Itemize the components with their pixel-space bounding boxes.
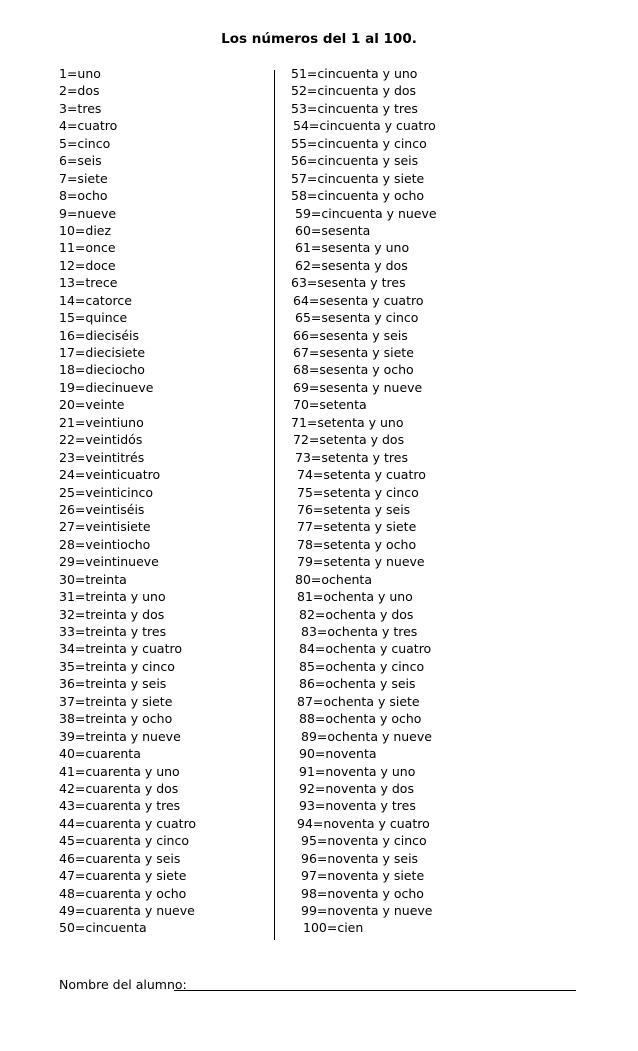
number-entry: 90=noventa — [299, 746, 377, 762]
number-entry: 94=noventa y cuatro — [297, 815, 430, 831]
number-entry: 89=ochenta y nueve — [301, 728, 432, 744]
number-entry: 96=noventa y seis — [301, 850, 419, 866]
number-entry: 85=ochenta y cinco — [299, 658, 425, 674]
number-entry: 78=setenta y ocho — [297, 536, 417, 552]
number-entry: 77=setenta y siete — [297, 519, 417, 535]
number-entry: 62=sesenta y dos — [295, 257, 408, 273]
number-entry: 40=cuarenta — [59, 746, 141, 762]
number-entry: 6=seis — [59, 153, 102, 169]
number-entry: 68=sesenta y ocho — [293, 362, 414, 378]
column-divider — [274, 70, 275, 940]
number-entry: 45=cuarenta y cinco — [59, 833, 190, 849]
number-entry: 59=cincuenta y nueve — [295, 205, 437, 221]
student-name-blank[interactable] — [174, 990, 576, 991]
number-entry: 49=cuarenta y nueve — [59, 903, 195, 918]
number-entry: 51=cincuenta y uno — [291, 66, 418, 81]
number-entry: 32=treinta y dos — [59, 606, 165, 622]
numbers-list-1-50 — [59, 65, 196, 937]
number-entry: 30=treinta — [59, 571, 127, 587]
number-entry: 37=treinta y siete — [59, 693, 173, 709]
number-entry: 97=noventa y siete — [301, 868, 425, 884]
number-entry: 16=dieciséis — [59, 327, 140, 343]
student-name-label: Nombre del alumno: — [59, 977, 187, 992]
number-entry: 98=noventa y ocho — [301, 885, 424, 901]
number-entry: 48=cuarenta y ocho — [59, 885, 187, 901]
number-entry: 76=setenta y seis — [297, 501, 411, 517]
number-entry: 83=ochenta y tres — [301, 624, 418, 639]
number-entry: 19=diecinueve — [59, 379, 154, 395]
number-entry: 15=quince — [59, 310, 128, 326]
number-entry: 10=diez — [59, 222, 112, 238]
number-entry: 52=cincuenta y dos — [291, 83, 417, 99]
number-entry: 54=cincuenta y cuatro — [293, 118, 436, 134]
number-entry: 67=sesenta y siete — [293, 345, 414, 360]
number-entry: 47=cuarenta y siete — [59, 868, 187, 884]
number-entry: 1=uno — [59, 66, 101, 81]
number-entry: 21=veintiuno — [59, 414, 144, 430]
number-entry: 86=ochenta y seis — [299, 676, 416, 692]
number-entry: 93=noventa y tres — [299, 798, 416, 814]
number-entry: 12=doce — [59, 257, 116, 273]
number-entry: 8=ocho — [59, 188, 108, 204]
number-entry: 18=dieciocho — [59, 362, 145, 378]
number-entry: 74=setenta y cuatro — [297, 467, 426, 483]
number-entry: 60=sesenta — [295, 222, 371, 238]
number-entry: 87=ochenta y siete — [297, 693, 420, 709]
number-entry: 2=dos — [59, 83, 100, 99]
number-entry: 22=veintidós — [59, 432, 143, 448]
number-entry: 88=ochenta y ocho — [299, 711, 422, 727]
number-entry: 50=cincuenta — [59, 920, 147, 936]
number-entry: 64=sesenta y cuatro — [293, 292, 424, 308]
number-entry: 29=veintinueve — [59, 554, 159, 570]
number-entry: 4=cuatro — [59, 118, 118, 134]
number-entry: 91=noventa y uno — [299, 763, 416, 779]
number-entry: 84=ochenta y cuatro — [299, 641, 432, 657]
number-entry: 55=cincuenta y cinco — [291, 135, 427, 151]
numbers-list-51-100 — [291, 65, 437, 937]
number-entry: 46=cuarenta y seis — [59, 850, 181, 866]
number-entry: 70=setenta — [293, 397, 367, 413]
number-entry: 34=treinta y cuatro — [59, 641, 183, 657]
number-entry: 72=setenta y dos — [293, 432, 405, 448]
number-entry: 43=cuarenta y tres — [59, 798, 181, 814]
number-entry: 80=ochenta — [295, 571, 372, 587]
number-entry: 71=setenta y uno — [291, 414, 404, 430]
number-entry: 41=cuarenta y uno — [59, 763, 180, 779]
number-entry: 73=setenta y tres — [295, 449, 408, 465]
number-entry: 79=setenta y nueve — [297, 554, 425, 570]
number-entry: 61=sesenta y uno — [295, 240, 410, 256]
number-entry: 7=siete — [59, 170, 108, 186]
number-entry: 9=nueve — [59, 205, 117, 221]
number-entry: 92=noventa y dos — [299, 780, 414, 796]
number-entry: 81=ochenta y uno — [297, 589, 413, 605]
number-entry: 42=cuarenta y dos — [59, 780, 179, 796]
number-entry: 26=veintiséis — [59, 501, 145, 517]
number-entry: 99=noventa y nueve — [301, 903, 433, 918]
number-entry: 36=treinta y seis — [59, 676, 167, 692]
number-entry: 33=treinta y tres — [59, 624, 167, 639]
number-entry: 75=setenta y cinco — [297, 484, 419, 500]
number-entry: 82=ochenta y dos — [299, 606, 414, 622]
number-entry: 13=trece — [59, 275, 118, 291]
page-title: Los números del 1 al 100. — [221, 31, 417, 47]
number-entry: 38=treinta y ocho — [59, 711, 173, 727]
number-entry: 28=veintiocho — [59, 536, 151, 552]
number-entry: 17=diecisiete — [59, 345, 146, 360]
number-entry: 39=treinta y nueve — [59, 728, 181, 744]
number-entry: 63=sesenta y tres — [291, 275, 406, 291]
number-entry: 65=sesenta y cinco — [295, 310, 419, 326]
number-entry: 20=veinte — [59, 397, 125, 413]
number-entry: 100=cien — [303, 920, 364, 936]
number-entry: 23=veintitrés — [59, 449, 145, 465]
number-entry: 66=sesenta y seis — [293, 327, 408, 343]
number-entry: 11=once — [59, 240, 116, 256]
number-entry: 31=treinta y uno — [59, 589, 166, 605]
number-entry: 44=cuarenta y cuatro — [59, 815, 197, 831]
number-entry: 69=sesenta y nueve — [293, 379, 423, 395]
number-entry: 53=cincuenta y tres — [291, 100, 418, 116]
number-entry: 57=cincuenta y siete — [291, 170, 425, 186]
number-entry: 95=noventa y cinco — [301, 833, 427, 849]
number-entry: 58=cincuenta y ocho — [291, 188, 425, 204]
number-entry: 25=veinticinco — [59, 484, 154, 500]
number-entry: 3=tres — [59, 100, 102, 116]
number-entry: 14=catorce — [59, 292, 132, 308]
number-entry: 56=cincuenta y seis — [291, 153, 419, 169]
number-entry: 5=cinco — [59, 135, 111, 151]
number-entry: 35=treinta y cinco — [59, 658, 175, 674]
number-entry: 24=veinticuatro — [59, 467, 161, 483]
number-entry: 27=veintisiete — [59, 519, 151, 535]
